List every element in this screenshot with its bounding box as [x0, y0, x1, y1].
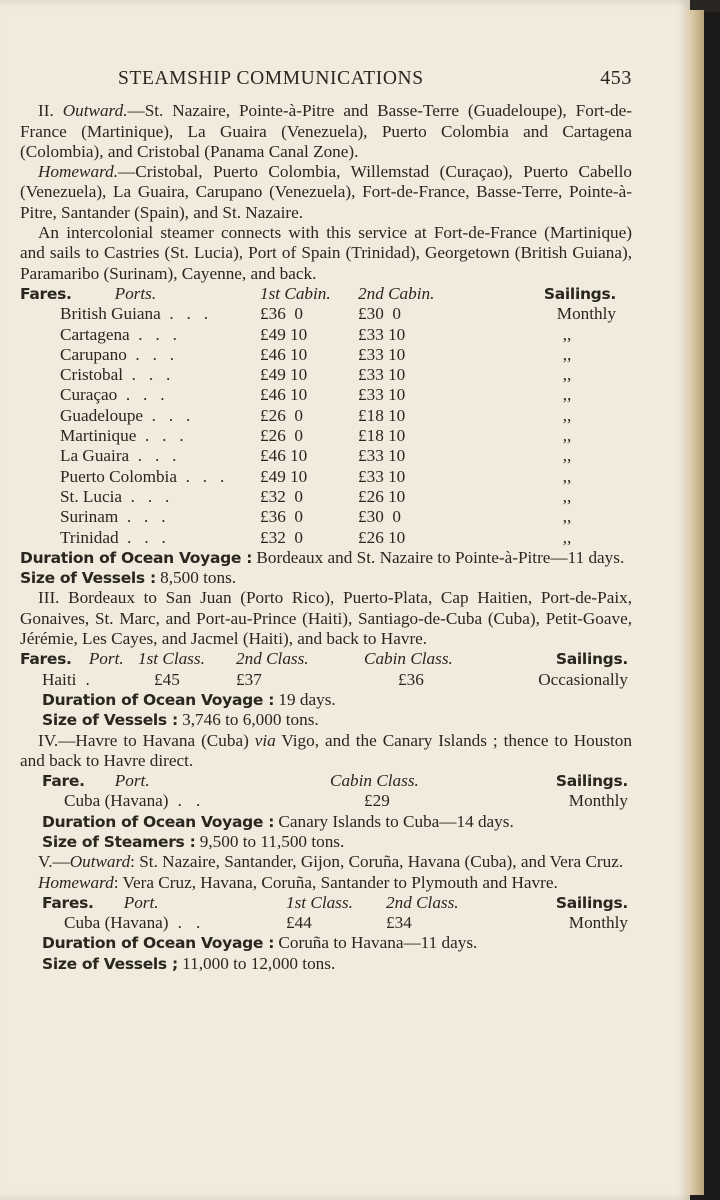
route3-duration: [20, 690, 632, 710]
class2-label: 2nd Class.: [236, 649, 309, 669]
sailing-freq: Monthly: [556, 304, 616, 324]
port-cell: [20, 345, 260, 365]
route5-outward-kw: Outward: [69, 852, 131, 872]
table-row: [20, 325, 616, 345]
route2-fares-table: [20, 284, 616, 548]
port-cell: [20, 467, 260, 487]
duration-label: Duration of Ocean Voyage :: [42, 934, 275, 953]
table-row: [20, 365, 616, 385]
fare-cabin2: £33 10: [358, 365, 406, 385]
size-text: 8,500 tons.: [160, 568, 237, 588]
sailing-freq: ,,: [562, 466, 572, 486]
duration-text: Coruña to Havana—11 days.: [278, 933, 478, 953]
fare-cabin1: £26 0: [260, 426, 303, 446]
table-row: Cuba (Havana) . . £29 Monthly: [64, 791, 628, 811]
fare-cabin2: £33 10: [358, 385, 406, 405]
duration-label: Duration of Ocean Voyage :: [42, 690, 275, 709]
fare-class2: £37: [236, 669, 262, 689]
route2-outward-text: —St. Nazaire, Pointe-à-Pitre and Basse-Terre (Guadeloupe), Fort-de-France (Martinique), La Guaira (Venezuela), Puerto Colombia and Cartagena (Colombia), and Cristobal (Panama Canal Zone).: [20, 101, 632, 161]
duration-text: 19 days.: [278, 689, 336, 709]
port-cell: [20, 385, 260, 405]
route2-homeward-text: —Cristobal, Puerto Colombia, Willemstad (Curaçao), Puerto Cabello (Venezuela), La Guaira, Carupano (Venezuela), Fort-de-France, Basse-Terre, Pointe-à-Pitre, Santander (Spain), and St. Nazaire.: [20, 162, 632, 222]
fare-cabin1: £46 10: [260, 385, 308, 405]
port-cell: [20, 365, 260, 385]
size-text: 11,000 to 12,000 tons.: [182, 953, 336, 973]
duration-label: Duration of Ocean Voyage :: [20, 548, 253, 567]
sailings-label: Sailings.: [555, 772, 628, 791]
port-cell: [20, 325, 260, 345]
sailing-freq: ,,: [562, 344, 572, 364]
port-cell: [20, 446, 260, 466]
leader-dots: . . .: [118, 507, 166, 527]
route5-duration: [20, 933, 632, 953]
route2-size: [20, 568, 632, 588]
route5-size: [20, 954, 632, 974]
port-name: Martinique: [60, 426, 137, 446]
sailing-freq: ,,: [562, 405, 572, 425]
table-row: [20, 446, 616, 466]
route5-homeward-kw: Homeward: [38, 872, 114, 892]
leader-dots: . . .: [118, 527, 166, 547]
fare-cabin2: £26 10: [358, 486, 406, 506]
sailings-label: Sailings.: [543, 284, 616, 303]
fare-cabin1: £32 0: [260, 527, 303, 547]
route3-size: [20, 710, 632, 730]
route4-text-a: IV.—Havre to Havana (Cuba): [38, 730, 249, 750]
route2-homeward-kw: Homeward.: [38, 162, 119, 182]
fare-cabin1: £46 10: [260, 446, 308, 466]
leader-dots: . . .: [129, 324, 177, 344]
sailing-freq: ,,: [562, 426, 572, 446]
ports-label: Ports.: [114, 283, 157, 303]
fare-cabin1: £26 0: [260, 405, 303, 425]
fare-cabin2: £33 10: [358, 446, 406, 466]
fares-label: Fares.: [42, 893, 94, 912]
running-title: STEAMSHIP COMMUNICATIONS: [118, 68, 424, 89]
fare-cabin2: £26 10: [358, 527, 406, 547]
cabin1-label: 1st Cabin.: [260, 283, 331, 303]
port-cell: [20, 487, 260, 507]
table-row: [20, 304, 616, 324]
route5-numeral: V.—: [38, 852, 70, 872]
fare-cabin1: £36 0: [260, 507, 303, 527]
port-cell: [20, 426, 260, 446]
route5-outward: [20, 852, 632, 872]
leader-dots: . . .: [143, 405, 191, 425]
fare-cabin1: £32 0: [260, 486, 303, 506]
leader-dots: . . .: [117, 385, 165, 405]
class2-label: 2nd Class.: [386, 892, 459, 912]
size-text: 9,500 to 11,500 tons.: [199, 831, 345, 851]
class1-label: 1st Class.: [138, 649, 205, 669]
fare-cabin2: £33 10: [358, 344, 406, 364]
table-row: [20, 467, 616, 487]
route5-homeward: [20, 873, 632, 893]
port-name: Cartagena: [60, 324, 130, 344]
port-name: St. Lucia: [60, 486, 123, 506]
route2-fares-header: [20, 284, 616, 304]
fare-cabin1: £49 10: [260, 365, 308, 385]
leader-dots: . . .: [176, 466, 225, 486]
route2-homeward: [20, 162, 632, 223]
sailing-freq: Monthly: [568, 913, 628, 933]
fare-cabin1: £36 0: [260, 304, 303, 324]
fare-cabin2: £18 10: [358, 426, 406, 446]
table-row: Cuba (Havana) . . £44 £34 Monthly: [64, 913, 628, 933]
route3-fares-table: [20, 649, 628, 690]
port-cell: [20, 507, 260, 527]
sailing-freq: ,,: [562, 385, 572, 405]
leader-dots: . . .: [136, 426, 184, 446]
fare-cabin2: £30 0: [358, 304, 401, 324]
size-label: Size of Vessels ;: [42, 954, 178, 973]
fare-cabin2: £33 10: [358, 466, 406, 486]
table-row: [20, 487, 616, 507]
cabin-class-label: Cabin Class.: [330, 771, 419, 791]
port-name: Surinam: [60, 507, 119, 527]
sailing-freq: ,,: [562, 446, 572, 466]
cabin2-label: 2nd Cabin.: [358, 283, 435, 303]
fare-class1: £44: [286, 913, 312, 933]
fare-cabin2: £18 10: [358, 405, 406, 425]
size-label: Size of Vessels :: [20, 569, 156, 588]
duration-text: Bordeaux and St. Nazaire to Pointe-à-Pitre—11 days.: [256, 547, 625, 567]
route5-fares-header: [20, 893, 628, 913]
route2-duration: [20, 548, 632, 568]
port-label: Port.: [123, 892, 159, 912]
fares-label: Fares.: [20, 650, 72, 669]
route4-text-b: Vigo, and the Canary Islands ; thence to Houston and back to Havre direct.: [20, 730, 632, 770]
fare-class1: £45: [154, 669, 180, 689]
table-row: [20, 528, 616, 548]
leader-dots: . . .: [123, 365, 171, 385]
route2-outward: [20, 101, 632, 162]
route2-fares-rows: [20, 304, 616, 548]
port-name: Trinidad: [60, 527, 119, 547]
duration-text: Canary Islands to Cuba—14 days.: [278, 811, 514, 831]
sailing-freq: ,,: [562, 324, 572, 344]
route4-text: [20, 731, 632, 772]
page-text: [20, 68, 632, 974]
port-name: La Guaira: [60, 446, 130, 466]
page-fore-edge: [684, 10, 704, 1195]
port-label: Port.: [114, 771, 150, 791]
fare-cabin1: £46 10: [260, 344, 308, 364]
port-cell: [20, 528, 260, 548]
sailing-freq: Monthly: [568, 791, 628, 811]
fare-cabin: £36: [398, 669, 424, 689]
port-name: British Guiana: [60, 304, 161, 324]
route3-fares-header: [20, 649, 628, 669]
route5-homeward-text: : Vera Cruz, Havana, Coruña, Santander to Plymouth and Havre.: [113, 872, 558, 892]
route4-fares-header: [20, 771, 628, 791]
table-row: Haiti . £45 £37 £36 Occasionally: [42, 669, 628, 689]
port-name: Cristobal: [60, 365, 124, 385]
size-text: 3,746 to 6,000 tons.: [182, 710, 319, 730]
route3-text: III. Bordeaux to San Juan (Porto Rico), Puerto-Plata, Cap Haitien, Port-de-Paix, Gonaives, St. Marc, and Port-au-Prince (Haiti), Santiago-de-Cuba (Cuba), Petit-Goave, Jérémie, Les Cayes, and Jacmel (Haiti), and back to Havre.: [20, 588, 632, 649]
cabin-class-label: Cabin Class.: [364, 649, 453, 669]
table-row: [20, 345, 616, 365]
port-name: Cuba (Havana): [64, 791, 169, 811]
port-cell: [20, 304, 260, 324]
port-label: Port.: [88, 649, 124, 669]
port-name: Carupano: [60, 344, 127, 364]
route5-fares-table: [20, 893, 628, 934]
table-row: [20, 426, 616, 446]
port-name: Curaçao: [60, 385, 118, 405]
running-header: [20, 68, 632, 89]
fare-class2: £34: [386, 913, 412, 933]
leader-dots: . . .: [126, 344, 175, 364]
route4-duration: [20, 812, 632, 832]
sailing-freq: ,,: [562, 365, 572, 385]
fare-cabin2: £33 10: [358, 324, 406, 344]
sailing-freq: Occasionally: [538, 669, 628, 689]
duration-label: Duration of Ocean Voyage :: [42, 812, 275, 831]
leader-dots: . . .: [160, 304, 208, 324]
sailing-freq: ,,: [562, 486, 572, 506]
size-label: Size of Vessels :: [42, 711, 178, 730]
size-label: Size of Steamers :: [42, 832, 196, 851]
fare-cabin: £29: [364, 791, 390, 811]
sailing-freq: ,,: [562, 507, 572, 527]
sailings-label: Sailings.: [555, 893, 628, 912]
port-name: Puerto Colombia: [60, 466, 177, 486]
route2-outward-kw: Outward.: [62, 101, 128, 121]
table-row: [20, 507, 616, 527]
fares-label: Fares.: [20, 284, 72, 303]
via-word: via: [254, 730, 276, 750]
table-row: [20, 406, 616, 426]
fare-cabin2: £30 0: [358, 507, 401, 527]
page-number: 453: [600, 67, 632, 89]
fare-cabin1: £49 10: [260, 466, 308, 486]
route2-numeral: II.: [38, 101, 54, 121]
port-cell: [20, 406, 260, 426]
leader-dots: . . .: [122, 486, 170, 506]
route4-size: [20, 832, 632, 852]
port-name: Cuba (Havana): [64, 913, 169, 933]
sailing-freq: ,,: [562, 527, 572, 547]
route4-fares-table: [20, 771, 628, 812]
sailings-label: Sailings.: [555, 650, 628, 669]
table-row: [20, 385, 616, 405]
route2-intercolonial: An intercolonial steamer connects with this service at Fort-de-France (Martinique) and sails to Castries (St. Lucia), Port of Spain (Trinidad), Georgetown (British Guiana), Paramaribo (Surinam), Cayenne, and back.: [20, 223, 632, 283]
fare-cabin1: £49 10: [260, 324, 308, 344]
leader-dots: . . .: [129, 446, 177, 466]
route5-outward-text: : St. Nazaire, Santander, Gijon, Coruña, Havana (Cuba), and Vera Cruz.: [130, 852, 624, 872]
port-name: Guadeloupe: [60, 405, 144, 425]
fare-label: Fare.: [42, 772, 85, 791]
port-name: Haiti: [42, 669, 77, 689]
class1-label: 1st Class.: [286, 892, 353, 912]
